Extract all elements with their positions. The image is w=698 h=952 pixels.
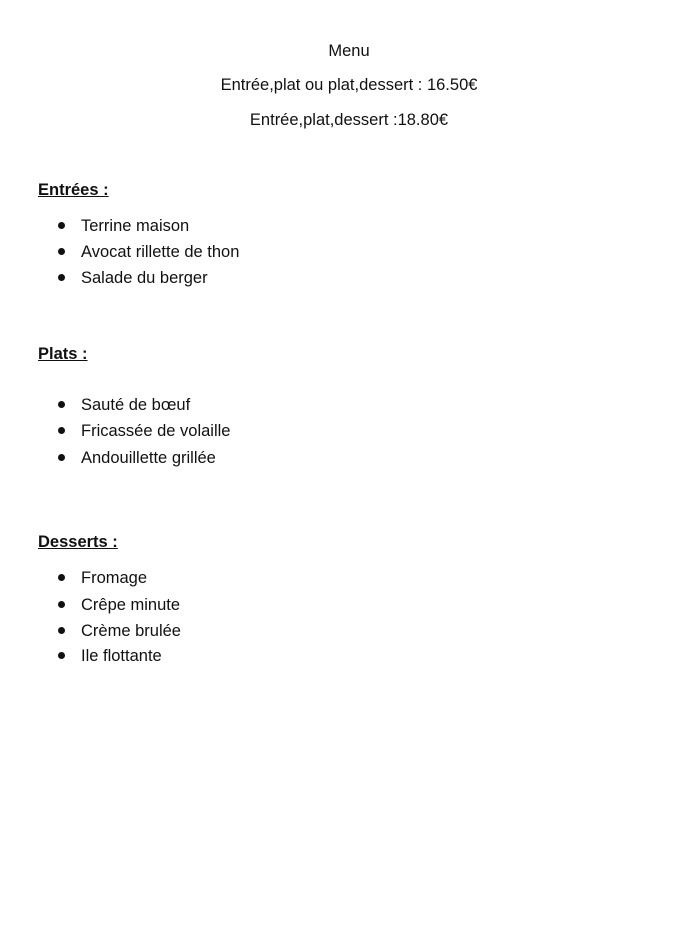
list-item-text: Fromage: [81, 569, 148, 587]
list-item: [58, 216, 189, 236]
bullet-icon: [58, 274, 65, 281]
bullet-icon: [58, 454, 65, 461]
bullet-icon: [58, 627, 65, 634]
list-item-text: Fricassée de volaille: [81, 422, 231, 440]
menu-title: Menu: [328, 42, 370, 60]
list-item-text: Sauté de bœuf: [81, 396, 191, 414]
list-item: [58, 242, 239, 262]
list-item: [58, 421, 230, 441]
bullet-icon: [58, 222, 65, 229]
list-item-text: Crème brulée: [81, 622, 181, 640]
bullet-icon: [58, 601, 65, 608]
list-item-text: Crêpe minute: [81, 596, 181, 614]
price-line-2: Entrée,plat,dessert :18.80€: [249, 111, 449, 129]
list-item: [58, 646, 162, 666]
list-item-text: Terrine maison: [81, 217, 190, 235]
list-item: [58, 448, 216, 468]
bullet-icon: [58, 427, 65, 434]
list-item: [58, 595, 180, 615]
section-title-plats: Plats :: [38, 345, 88, 363]
section-title-desserts: Desserts :: [38, 533, 118, 551]
list-item-text: Ile flottante: [81, 647, 162, 665]
list-item-text: Avocat rillette de thon: [81, 243, 240, 261]
section-title-entrees: Entrées :: [38, 181, 109, 199]
list-item-text: Salade du berger: [81, 269, 208, 287]
bullet-icon: [58, 574, 65, 581]
price-line-1: Entrée,plat ou plat,dessert : 16.50€: [220, 76, 478, 94]
list-item: [58, 395, 190, 415]
list-item: [58, 621, 181, 641]
list-item: [58, 568, 147, 588]
list-item-text: Andouillette grillée: [81, 449, 216, 467]
list-item: [58, 268, 208, 288]
bullet-icon: [58, 652, 65, 659]
bullet-icon: [58, 248, 65, 255]
bullet-icon: [58, 401, 65, 408]
